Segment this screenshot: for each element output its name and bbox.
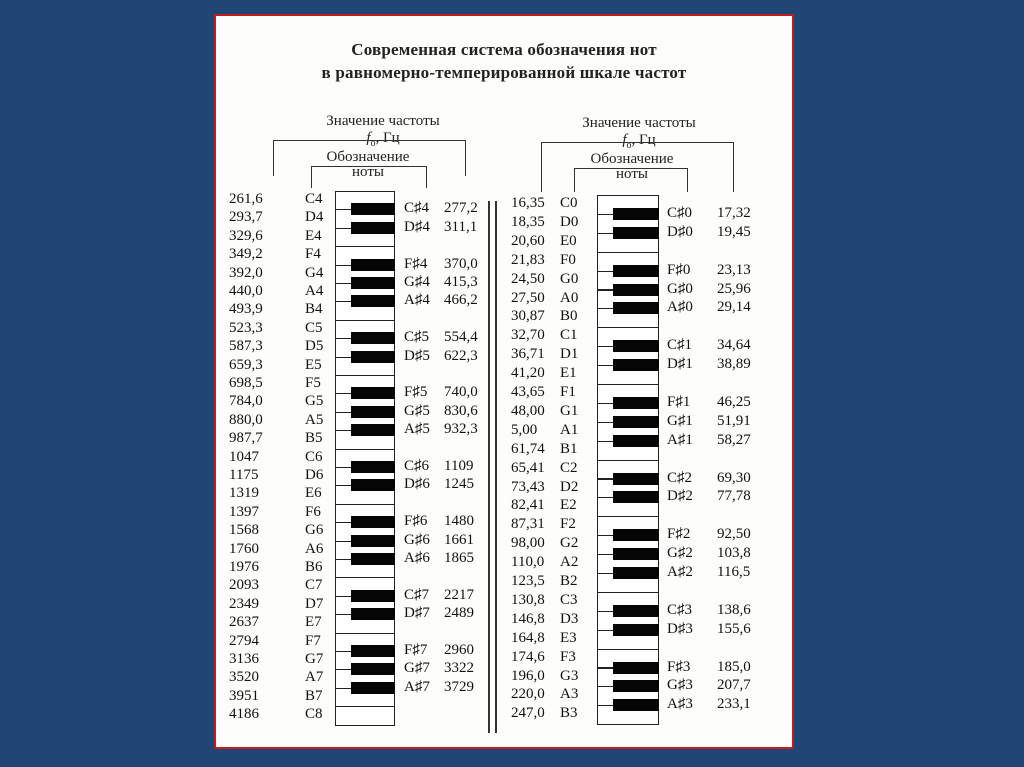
center-divider-line — [488, 201, 490, 733]
black-key — [351, 351, 395, 363]
white-key-note-name: E5 — [305, 356, 322, 373]
freq-symbol: f — [622, 132, 627, 148]
black-key — [351, 682, 395, 694]
white-key-note-name: G7 — [305, 651, 324, 667]
white-key-frequency: 1047 — [229, 448, 259, 465]
black-key-frequency: 2217 — [444, 586, 474, 603]
black-key — [351, 332, 395, 344]
black-key-frequency: 466,2 — [444, 292, 478, 309]
freq-subscript: o — [626, 140, 632, 151]
white-key-note-name: C8 — [305, 706, 323, 723]
white-key-frequency: 220,0 — [511, 686, 545, 703]
black-key — [351, 516, 395, 528]
white-key-note-name: F6 — [305, 503, 321, 520]
black-key — [613, 624, 659, 636]
black-key-note-name: C♯5 — [404, 329, 430, 346]
black-key — [613, 416, 659, 428]
white-key-note-name: E2 — [560, 497, 577, 514]
black-key-note-name: A♯6 — [404, 550, 430, 566]
white-key-frequency: 1568 — [229, 522, 259, 539]
white-key-note-name: D3 — [560, 610, 579, 627]
white-key-frequency: 1319 — [229, 485, 259, 502]
black-key-note-name: G♯2 — [667, 545, 693, 562]
freq-unit: , Гц — [631, 132, 656, 148]
note-table-sheet — [214, 14, 794, 749]
white-key-note-name: B7 — [305, 687, 323, 704]
white-key-note-name: A2 — [560, 554, 579, 571]
black-key — [613, 340, 659, 352]
white-key-note-name: G0 — [560, 270, 579, 287]
white-key-note-name: E0 — [560, 232, 577, 249]
white-key-note-name: C1 — [560, 327, 578, 344]
right-note-bracket — [574, 168, 688, 192]
white-key-frequency: 523,3 — [229, 319, 263, 336]
black-key — [351, 553, 395, 565]
black-key-note-name: G♯6 — [404, 531, 430, 548]
black-key — [613, 491, 659, 503]
white-key-note-name: A0 — [560, 289, 579, 306]
black-key-note-name: G♯5 — [404, 402, 430, 419]
white-key-note-name: F5 — [305, 375, 321, 391]
black-key-frequency: 3322 — [444, 660, 474, 677]
white-key-frequency: 98,00 — [511, 535, 545, 552]
white-key-frequency: 65,41 — [511, 459, 545, 476]
black-key — [351, 277, 395, 289]
black-key-note-name: A♯2 — [667, 564, 693, 580]
black-key-note-name: F♯6 — [404, 513, 428, 530]
white-key-frequency: 698,5 — [229, 375, 263, 391]
white-key-note-name: E7 — [305, 614, 322, 631]
black-key — [351, 645, 395, 657]
black-key-note-name: D♯2 — [667, 488, 693, 505]
black-key — [351, 461, 395, 473]
white-key-note-name: D0 — [560, 213, 579, 230]
white-key-note-name: G6 — [305, 522, 324, 539]
white-key-frequency: 2794 — [229, 632, 259, 649]
white-key-frequency: 24,50 — [511, 270, 545, 287]
white-key-note-name: C2 — [560, 459, 578, 476]
black-key-note-name: G♯0 — [667, 280, 693, 297]
freq-symbol: f — [366, 130, 371, 146]
black-key-frequency: 46,25 — [717, 393, 751, 410]
black-key-frequency: 51,91 — [717, 412, 751, 429]
white-key-note-name: E1 — [560, 365, 577, 382]
white-key-note-name: C4 — [305, 191, 323, 207]
white-key-frequency: 164,8 — [511, 629, 545, 646]
white-key-frequency: 1976 — [229, 559, 259, 575]
white-key-note-name: C3 — [560, 591, 578, 608]
white-key-note-name: B3 — [560, 705, 578, 722]
black-key-note-name: A♯3 — [667, 696, 693, 713]
black-key-note-name: G♯1 — [667, 412, 693, 429]
white-key-frequency: 329,6 — [229, 227, 263, 244]
white-key-frequency: 146,8 — [511, 610, 545, 627]
white-key-note-name: F3 — [560, 648, 576, 665]
white-key-frequency: 87,31 — [511, 516, 545, 533]
black-key — [613, 529, 659, 541]
white-key-note-name: A6 — [305, 540, 324, 557]
white-key-note-name: B6 — [305, 559, 323, 575]
black-key — [613, 605, 659, 617]
black-key-frequency: 1480 — [444, 513, 474, 530]
white-key-frequency: 5,00 — [511, 421, 538, 438]
white-key-note-name: D7 — [305, 595, 324, 612]
white-key-note-name: A1 — [560, 421, 579, 438]
white-key-frequency: 41,20 — [511, 365, 545, 382]
left-piano-keyboard — [335, 191, 395, 726]
center-divider-line — [495, 201, 497, 733]
black-key — [351, 406, 395, 418]
white-key-frequency: 30,87 — [511, 308, 545, 325]
white-key-note-name: B1 — [560, 440, 578, 457]
white-key-frequency: 18,35 — [511, 213, 545, 230]
white-key-frequency: 880,0 — [229, 411, 263, 428]
black-key-frequency: 58,27 — [717, 431, 751, 448]
black-key — [613, 567, 659, 579]
white-key-frequency: 174,6 — [511, 648, 545, 665]
black-key-note-name: F♯5 — [404, 384, 428, 401]
black-key-note-name: D♯5 — [404, 347, 430, 364]
black-key — [613, 699, 659, 711]
white-key-frequency: 349,2 — [229, 246, 263, 263]
black-key-note-name: C♯4 — [404, 200, 430, 217]
black-key — [613, 208, 659, 220]
black-key-note-name: D♯6 — [404, 476, 430, 493]
black-key-note-name: A♯1 — [667, 431, 693, 448]
black-key-note-name: C♯1 — [667, 337, 693, 354]
white-key-note-name: C5 — [305, 319, 323, 336]
black-key — [613, 680, 659, 692]
white-key-frequency: 73,43 — [511, 478, 545, 495]
black-key — [351, 222, 395, 234]
white-key-frequency: 36,71 — [511, 346, 545, 363]
white-key-note-name: D2 — [560, 478, 579, 495]
black-key — [613, 548, 659, 560]
freq-unit: , Гц — [375, 130, 400, 146]
white-key-note-name: A4 — [305, 283, 324, 299]
white-key-note-name: E3 — [560, 629, 577, 646]
black-key — [613, 359, 659, 371]
black-key-note-name: F♯3 — [667, 658, 691, 675]
black-key-frequency: 69,30 — [717, 469, 751, 486]
black-key — [351, 663, 395, 675]
black-key-frequency: 1865 — [444, 550, 474, 566]
white-key-note-name: A7 — [305, 669, 324, 686]
left-note-label-2: ноты — [352, 164, 384, 180]
white-key-note-name: D4 — [305, 209, 324, 226]
white-key-frequency: 440,0 — [229, 283, 263, 299]
black-key-frequency: 622,3 — [444, 347, 478, 364]
white-key-frequency: 16,35 — [511, 195, 545, 211]
white-key-frequency: 1760 — [229, 540, 259, 557]
white-key-frequency: 261,6 — [229, 191, 263, 207]
white-key-frequency: 3136 — [229, 651, 259, 667]
black-key — [613, 473, 659, 485]
black-key-frequency: 3729 — [444, 678, 474, 695]
white-key-frequency: 3951 — [229, 687, 259, 704]
black-key — [613, 662, 659, 674]
white-key-frequency: 493,9 — [229, 301, 263, 318]
right-freq-label: Значение частоты — [582, 115, 696, 131]
black-key-note-name: G♯4 — [404, 274, 430, 290]
black-key-note-name: D♯4 — [404, 218, 430, 235]
white-key-frequency: 27,50 — [511, 289, 545, 306]
white-key-note-name: G3 — [560, 667, 579, 684]
black-key — [351, 590, 395, 602]
black-key-frequency: 2960 — [444, 642, 474, 658]
white-key-note-name: B5 — [305, 430, 323, 447]
white-key-note-name: B4 — [305, 301, 323, 318]
black-key-note-name: F♯2 — [667, 526, 691, 543]
black-key-frequency: 92,50 — [717, 526, 751, 543]
white-key-note-name: F0 — [560, 251, 576, 268]
left-note-label-1: Обозначение — [326, 149, 410, 165]
left-freq-label: Значение частоты — [326, 113, 440, 129]
black-key — [351, 295, 395, 307]
white-key — [335, 706, 395, 725]
white-key-frequency: 587,3 — [229, 338, 263, 355]
black-key-note-name: A♯5 — [404, 421, 430, 438]
black-key-note-name: D♯3 — [667, 620, 693, 637]
black-key-note-name: F♯4 — [404, 255, 428, 272]
black-key-note-name: F♯1 — [667, 393, 691, 410]
white-key-note-name: B0 — [560, 308, 578, 325]
white-key-note-name: B2 — [560, 573, 578, 589]
black-key — [351, 203, 395, 215]
white-key-note-name: C7 — [305, 577, 323, 594]
white-key-note-name: G5 — [305, 393, 324, 410]
white-key-frequency: 4186 — [229, 706, 259, 723]
white-key-frequency: 247,0 — [511, 705, 545, 722]
white-key-note-name: G2 — [560, 535, 579, 552]
white-key-frequency: 2637 — [229, 614, 259, 631]
white-key-note-name: C0 — [560, 195, 578, 211]
white-key-note-name: F1 — [560, 384, 576, 400]
freq-subscript: o — [370, 138, 376, 149]
white-key-note-name: F2 — [560, 516, 576, 533]
white-key-frequency: 21,83 — [511, 251, 545, 268]
black-key-frequency: 1109 — [444, 458, 474, 474]
black-key-frequency: 554,4 — [444, 329, 478, 346]
white-key-frequency: 659,3 — [229, 356, 263, 373]
black-key-note-name: C♯6 — [404, 458, 430, 474]
black-key-frequency: 155,6 — [717, 620, 751, 637]
black-key-frequency: 830,6 — [444, 402, 478, 419]
white-key-frequency: 123,5 — [511, 573, 545, 589]
black-key-frequency: 1245 — [444, 476, 474, 493]
black-key-frequency: 277,2 — [444, 200, 478, 217]
black-key-frequency: 370,0 — [444, 255, 478, 272]
black-key-note-name: C♯0 — [667, 204, 693, 221]
black-key-frequency: 1661 — [444, 531, 474, 548]
white-key-note-name: G1 — [560, 402, 579, 419]
black-key-frequency: 311,1 — [444, 218, 478, 235]
black-key-frequency: 415,3 — [444, 274, 478, 290]
black-key-note-name: A♯0 — [667, 299, 693, 316]
white-key-frequency: 82,41 — [511, 497, 545, 514]
black-key-note-name: D♯7 — [404, 605, 430, 622]
white-key-note-name: G4 — [305, 264, 324, 281]
black-key-frequency: 138,6 — [717, 601, 751, 618]
white-key-frequency: 130,8 — [511, 591, 545, 608]
right-note-label-2: ноты — [616, 166, 648, 182]
right-piano-keyboard — [597, 195, 659, 725]
black-key-note-name: C♯2 — [667, 469, 693, 486]
white-key-frequency: 987,7 — [229, 430, 263, 447]
white-key-note-name: C6 — [305, 448, 323, 465]
right-note-label-1: Обозначение — [590, 151, 674, 167]
black-key-note-name: C♯7 — [404, 586, 430, 603]
black-key — [613, 284, 659, 296]
black-key-note-name: D♯0 — [667, 223, 693, 240]
black-key — [351, 387, 395, 399]
black-key-frequency: 17,32 — [717, 204, 751, 221]
black-key — [613, 227, 659, 239]
white-key-note-name: A5 — [305, 411, 324, 428]
black-key-frequency: 77,78 — [717, 488, 751, 505]
white-key-frequency: 784,0 — [229, 393, 263, 410]
black-key — [351, 259, 395, 271]
black-key-note-name: F♯7 — [404, 642, 428, 658]
black-key — [351, 535, 395, 547]
white-key-frequency: 196,0 — [511, 667, 545, 684]
black-key-frequency: 38,89 — [717, 356, 751, 373]
black-key-frequency: 29,14 — [717, 299, 751, 316]
white-key-frequency: 3520 — [229, 669, 259, 686]
black-key-frequency: 34,64 — [717, 337, 751, 354]
black-key — [351, 479, 395, 491]
white-key-frequency: 2093 — [229, 577, 259, 594]
black-key-note-name: C♯3 — [667, 601, 693, 618]
black-key-note-name: D♯1 — [667, 356, 693, 373]
black-key — [613, 265, 659, 277]
white-key-frequency: 1175 — [229, 467, 259, 483]
black-key — [351, 608, 395, 620]
white-key-frequency: 43,65 — [511, 384, 545, 400]
black-key-frequency: 207,7 — [717, 677, 751, 694]
white-key-frequency: 1397 — [229, 503, 259, 520]
white-key-note-name: E6 — [305, 485, 322, 502]
white-key-frequency: 392,0 — [229, 264, 263, 281]
black-key-note-name: A♯7 — [404, 678, 430, 695]
black-key — [613, 435, 659, 447]
white-key-frequency: 61,74 — [511, 440, 545, 457]
white-key-note-name: E4 — [305, 227, 322, 244]
black-key-frequency: 185,0 — [717, 658, 751, 675]
black-key-note-name: A♯4 — [404, 292, 430, 309]
white-key-note-name: D1 — [560, 346, 579, 363]
title-line-1: Современная система обозначения нот — [351, 40, 657, 59]
black-key-frequency: 932,3 — [444, 421, 478, 438]
black-key-note-name: G♯7 — [404, 660, 430, 677]
white-key-note-name: D6 — [305, 467, 324, 483]
title-line-2: в равномерно-темперированной шкале частот — [321, 63, 687, 82]
black-key — [351, 424, 395, 436]
white-key-frequency: 20,60 — [511, 232, 545, 249]
black-key — [613, 302, 659, 314]
black-key-note-name: F♯0 — [667, 261, 691, 278]
black-key-frequency: 103,8 — [717, 545, 751, 562]
white-key-note-name: F4 — [305, 246, 321, 263]
black-key — [613, 397, 659, 409]
black-key-frequency: 233,1 — [717, 696, 751, 713]
black-key-frequency: 740,0 — [444, 384, 478, 401]
black-key-frequency: 2489 — [444, 605, 474, 622]
left-note-bracket — [311, 166, 427, 188]
white-key-frequency: 2349 — [229, 595, 259, 612]
black-key-frequency: 116,5 — [717, 564, 751, 580]
white-key-frequency: 293,7 — [229, 209, 263, 226]
white-key-frequency: 110,0 — [511, 554, 545, 571]
black-key-frequency: 23,13 — [717, 261, 751, 278]
white-key-note-name: D5 — [305, 338, 324, 355]
white-key-note-name: F7 — [305, 632, 321, 649]
black-key-frequency: 25,96 — [717, 280, 751, 297]
black-key-frequency: 19,45 — [717, 223, 751, 240]
white-key-frequency: 48,00 — [511, 402, 545, 419]
black-key-note-name: G♯3 — [667, 677, 693, 694]
white-key-note-name: A3 — [560, 686, 579, 703]
white-key-frequency: 32,70 — [511, 327, 545, 344]
